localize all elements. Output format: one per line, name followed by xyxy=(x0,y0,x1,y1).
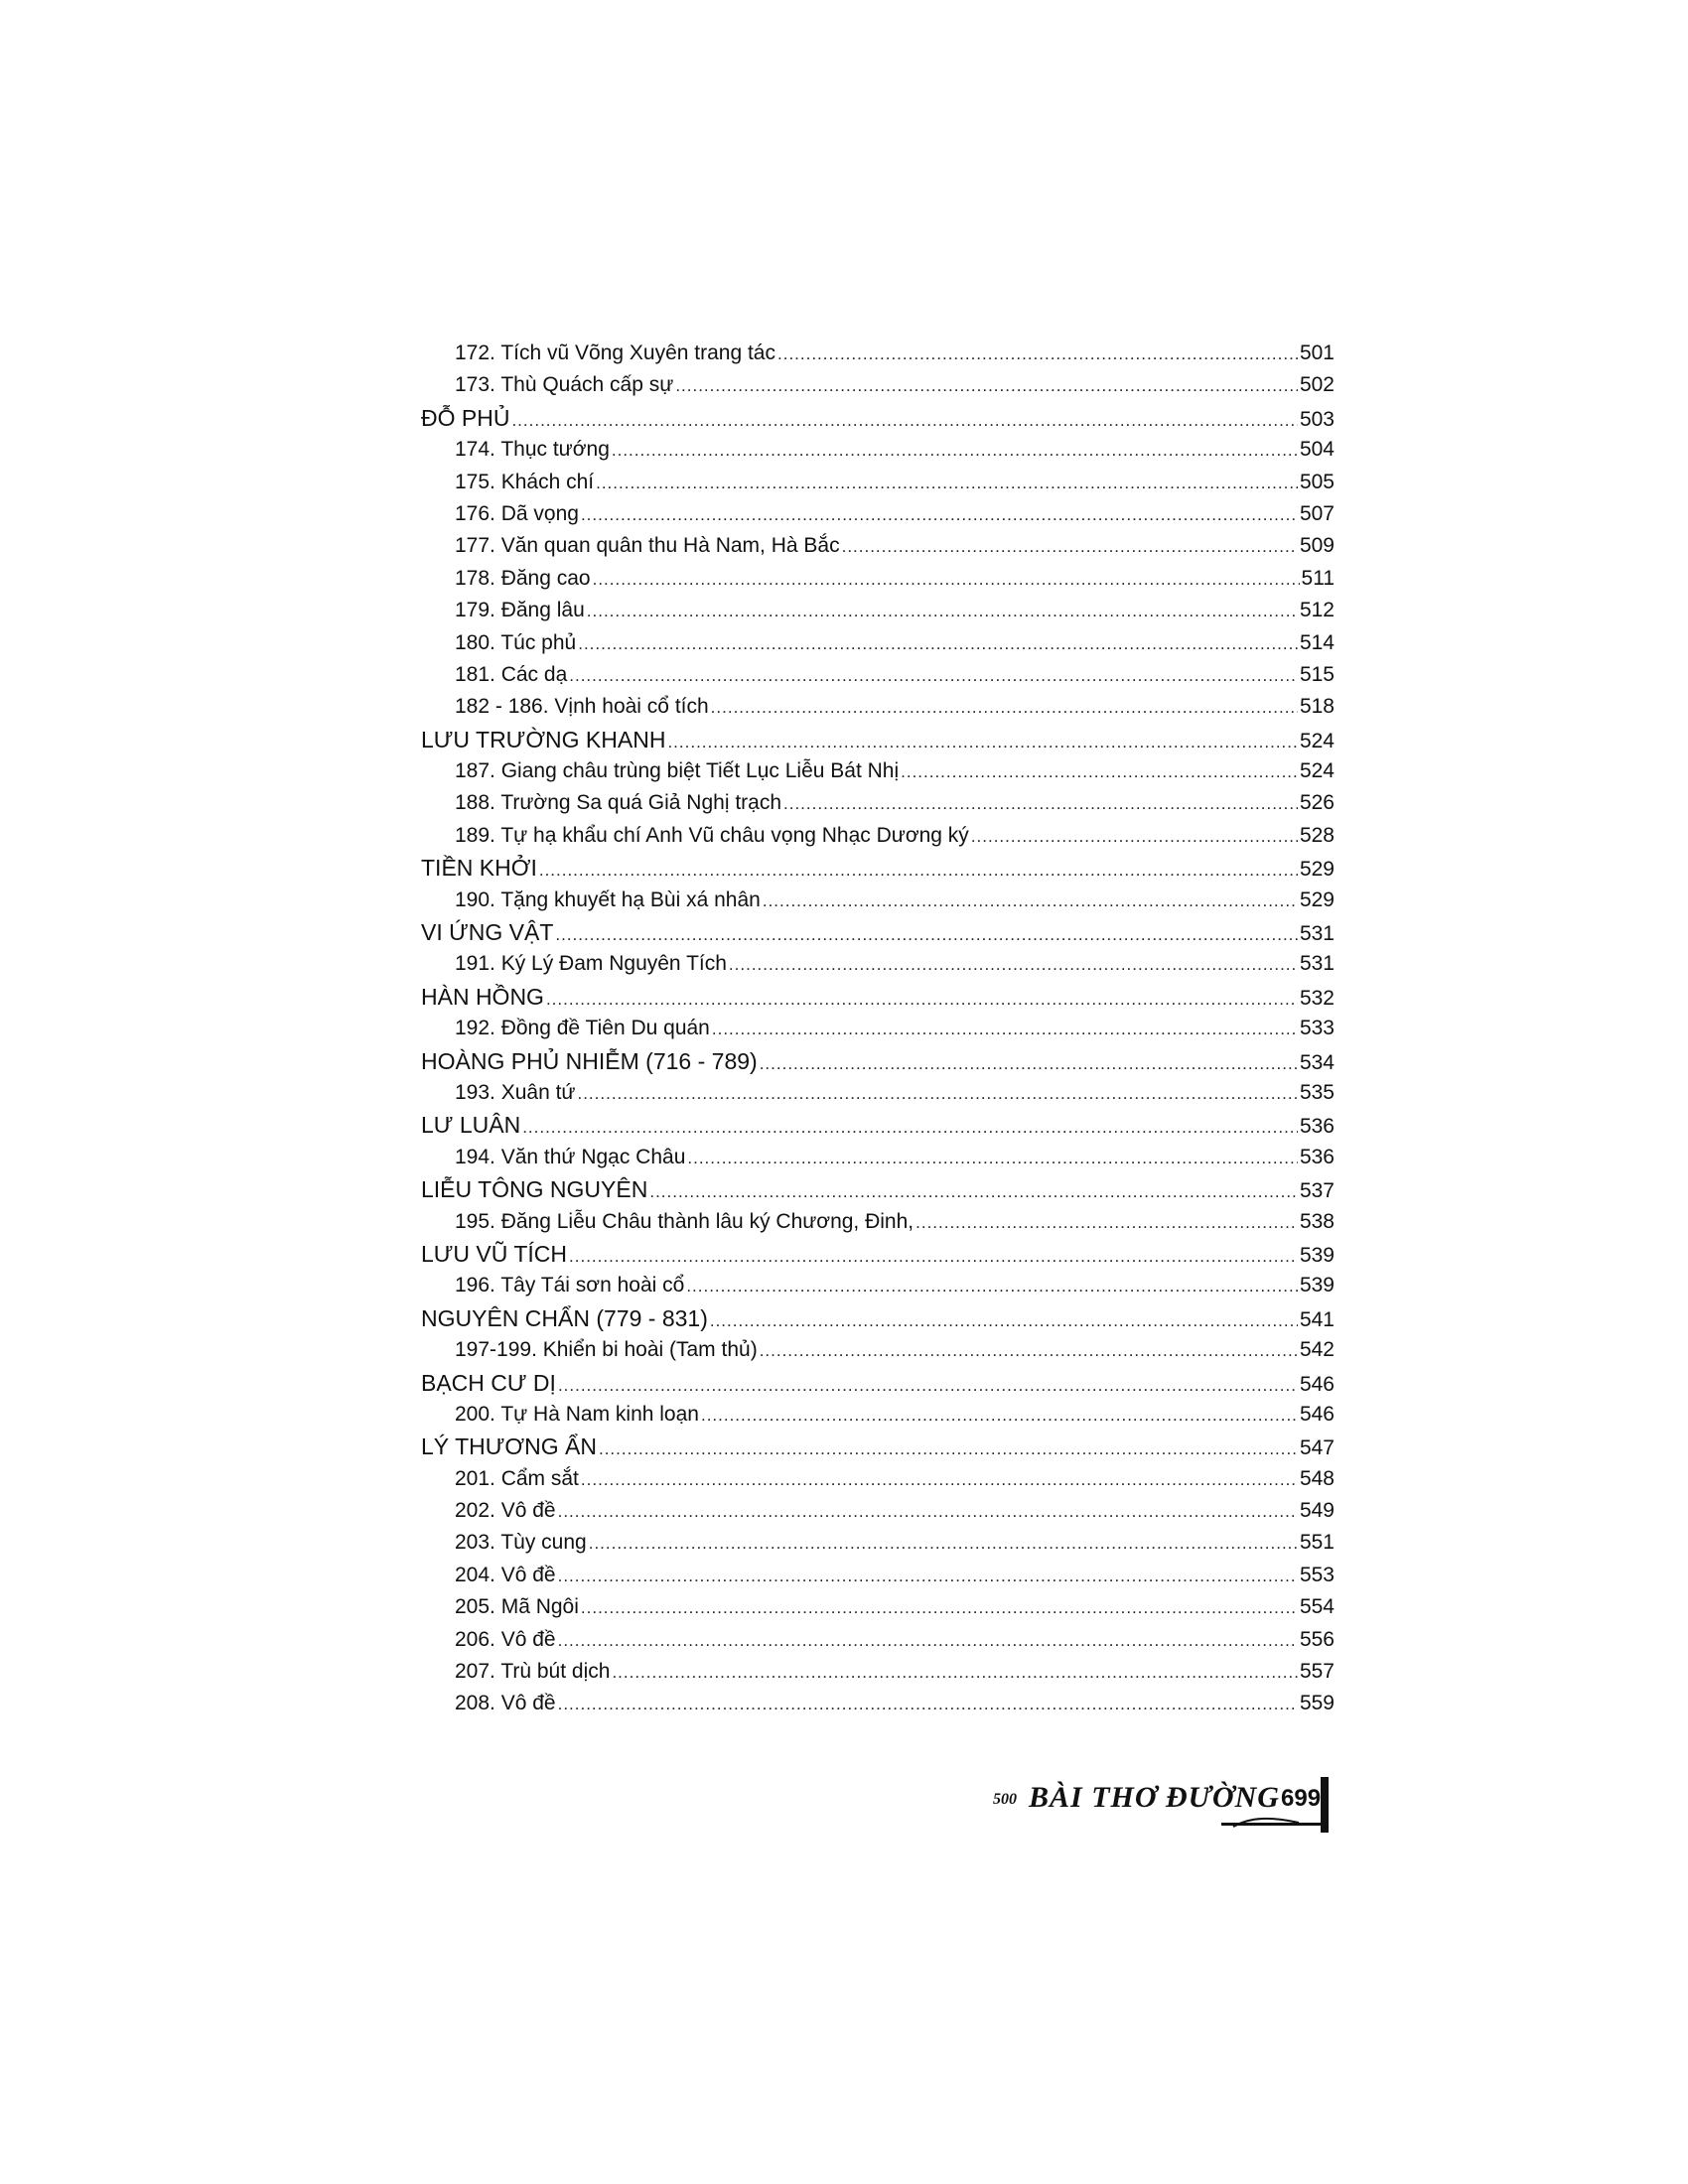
toc-entry-title: LIỄU TÔNG NGUYÊN xyxy=(421,1176,648,1203)
toc-page-number: 524 xyxy=(1299,759,1335,783)
toc-dot-leader xyxy=(612,1657,1298,1689)
toc-author-entry xyxy=(421,852,1335,884)
toc-dot-leader xyxy=(581,1592,1298,1624)
toc-author-entry xyxy=(421,1367,1335,1399)
toc-dot-leader xyxy=(522,1112,1298,1144)
toc-page-number: 526 xyxy=(1299,791,1335,815)
toc-entry-title: LƯ LUÂN xyxy=(421,1112,521,1139)
toc-poem-entry xyxy=(421,563,1335,595)
toc-page-number: 546 xyxy=(1299,1372,1335,1396)
toc-dot-leader xyxy=(760,1335,1298,1367)
toc-page-number: 531 xyxy=(1299,922,1335,946)
footer-swash-ornament xyxy=(1231,1815,1301,1831)
toc-dot-leader xyxy=(763,886,1298,917)
toc-dot-leader xyxy=(569,660,1298,692)
toc-page-number: 514 xyxy=(1299,630,1335,654)
toc-entry-title: 192. Đồng đề Tiên Du quán xyxy=(455,1017,710,1040)
toc-poem-entry xyxy=(421,1206,1335,1238)
toc-entry-title: 196. Tây Tái sơn hoài cổ xyxy=(455,1274,685,1297)
toc-page-number: 536 xyxy=(1299,1145,1335,1168)
toc-page-number: 548 xyxy=(1299,1466,1335,1490)
toc-poem-entry xyxy=(421,498,1335,530)
toc-entry-title: 182 - 186. Vịnh hoài cổ tích xyxy=(455,695,709,719)
toc-entry-title: 208. Vô đề xyxy=(455,1692,556,1715)
toc-page-number: 512 xyxy=(1299,599,1335,622)
toc-dot-leader xyxy=(546,984,1298,1016)
toc-dot-leader xyxy=(569,1241,1298,1273)
toc-entry-title: ĐỖ PHỦ xyxy=(421,404,510,431)
toc-page-number: 556 xyxy=(1299,1627,1335,1651)
toc-entry-title: TIỀN KHỞI xyxy=(421,855,537,882)
toc-entry-title: 181. Các dạ xyxy=(455,662,568,686)
toc-poem-entry xyxy=(421,1077,1335,1109)
toc-entry-title: HOÀNG PHỦ NHIỄM (716 - 789) xyxy=(421,1047,758,1074)
toc-page-number: 547 xyxy=(1299,1436,1335,1460)
toc-poem-entry xyxy=(421,1270,1335,1301)
toc-page-number: 531 xyxy=(1299,952,1335,976)
toc-dot-leader xyxy=(915,1207,1298,1239)
toc-page-number: 554 xyxy=(1299,1595,1335,1619)
toc-entry-title: 194. Văn thứ Ngạc Châu xyxy=(455,1145,686,1168)
toc-author-entry xyxy=(421,724,1335,755)
toc-entry-title: 179. Đăng lâu xyxy=(455,599,585,622)
footer-book-title: BÀI THƠ ĐƯỜNG xyxy=(1029,1781,1280,1814)
toc-page-number: 542 xyxy=(1299,1338,1335,1362)
toc-entry-title: 190. Tặng khuyết hạ Bùi xá nhân xyxy=(455,887,761,911)
toc-dot-leader xyxy=(842,531,1298,563)
toc-entry-title: 173. Thù Quách cấp sự xyxy=(455,373,674,397)
toc-page-number: 546 xyxy=(1299,1402,1335,1426)
toc-dot-leader xyxy=(901,756,1298,788)
toc-dot-leader xyxy=(667,727,1298,758)
toc-dot-leader xyxy=(710,1305,1298,1337)
toc-entry-title: 187. Giang châu trùng biệt Tiết Lục Liễu Bát Nhị xyxy=(455,759,900,783)
toc-author-entry xyxy=(421,1302,1335,1334)
toc-poem-entry xyxy=(421,627,1335,659)
toc-entry-title: 188. Trường Sa quá Giả Nghị trạch xyxy=(455,791,782,815)
toc-page-number: 501 xyxy=(1299,341,1335,364)
toc-dot-leader xyxy=(687,1143,1298,1174)
toc-entry-title: 203. Tùy cung xyxy=(455,1531,587,1555)
toc-entry-title: 174. Thục tướng xyxy=(455,438,610,462)
toc-page-number: 529 xyxy=(1299,887,1335,911)
toc-dot-leader xyxy=(589,1528,1298,1560)
toc-page-number: 559 xyxy=(1299,1692,1335,1715)
toc-dot-leader xyxy=(783,788,1298,820)
toc-entry-title: 180. Túc phủ xyxy=(455,630,577,654)
toc-author-entry xyxy=(421,916,1335,948)
toc-entry-title: 177. Văn quan quân thu Hà Nam, Hà Bắc xyxy=(455,534,840,558)
toc-dot-leader xyxy=(558,1496,1298,1528)
toc-page-number: 502 xyxy=(1299,373,1335,397)
toc-author-entry xyxy=(421,402,1335,434)
toc-entry-title: VI ỨNG VẬT xyxy=(421,919,554,946)
toc-page-number: 532 xyxy=(1299,986,1335,1010)
toc-entry-title: 202. Vô đề xyxy=(455,1499,556,1523)
toc-page-number: 536 xyxy=(1299,1115,1335,1139)
toc-page-number: 534 xyxy=(1299,1050,1335,1074)
toc-dot-leader xyxy=(539,855,1298,887)
toc-dot-leader xyxy=(558,1625,1298,1657)
toc-dot-leader xyxy=(581,1464,1298,1496)
toc-dot-leader xyxy=(612,435,1298,467)
toc-author-entry xyxy=(421,1431,1335,1462)
toc-poem-entry xyxy=(421,691,1335,723)
toc-entry-title: 197-199. Khiển bi hoài (Tam thủ) xyxy=(455,1338,758,1362)
toc-entry-title: 207. Trù bút dịch xyxy=(455,1660,611,1684)
toc-poem-entry xyxy=(421,1560,1335,1591)
toc-page-number: 551 xyxy=(1299,1531,1335,1555)
toc-dot-leader xyxy=(599,1433,1298,1465)
toc-entry-title: BẠCH CƯ DỊ xyxy=(421,1369,556,1396)
toc-entry-title: LƯU TRƯỜNG KHANH xyxy=(421,726,666,752)
toc-page-number: 557 xyxy=(1299,1660,1335,1684)
toc-poem-entry xyxy=(421,530,1335,562)
toc-author-entry xyxy=(421,1045,1335,1077)
toc-page-number: 507 xyxy=(1299,501,1335,525)
toc-poem-entry xyxy=(421,885,1335,916)
toc-dot-leader xyxy=(711,692,1298,724)
toc-page-number: 535 xyxy=(1299,1080,1335,1104)
toc-poem-entry xyxy=(421,1013,1335,1044)
toc-page-number: 539 xyxy=(1299,1274,1335,1297)
toc-dot-leader xyxy=(649,1176,1298,1208)
toc-dot-leader xyxy=(581,499,1298,531)
toc-entry-title: 189. Tự hạ khẩu chí Anh Vũ châu vọng Nhạc Dương ký xyxy=(455,823,969,847)
page-footer xyxy=(983,1777,1340,1837)
toc-page-number: 509 xyxy=(1299,534,1335,558)
toc-poem-entry xyxy=(421,787,1335,819)
toc-page-number: 541 xyxy=(1299,1307,1335,1331)
toc-page-number: 539 xyxy=(1299,1243,1335,1267)
toc-dot-leader xyxy=(729,949,1298,981)
toc-entry-title: 176. Dã vọng xyxy=(455,501,579,525)
toc-page-number: 529 xyxy=(1299,858,1335,882)
toc-poem-entry xyxy=(421,1142,1335,1173)
toc-poem-entry xyxy=(421,338,1335,369)
toc-entry-title: 172. Tích vũ Võng Xuyên trang tác xyxy=(455,341,775,364)
toc-dot-leader xyxy=(675,370,1298,402)
toc-page-number: 533 xyxy=(1299,1017,1335,1040)
toc-page-number: 549 xyxy=(1299,1499,1335,1523)
table-of-contents xyxy=(421,338,1335,1720)
toc-page-number: 524 xyxy=(1299,729,1335,752)
toc-poem-entry xyxy=(421,1399,1335,1431)
toc-dot-leader xyxy=(971,821,1298,853)
toc-page-number: 553 xyxy=(1299,1563,1335,1586)
toc-poem-entry xyxy=(421,467,1335,498)
toc-poem-entry xyxy=(421,948,1335,980)
toc-dot-leader xyxy=(578,628,1298,660)
toc-page-number: 538 xyxy=(1299,1209,1335,1233)
toc-entry-title: 178. Đăng cao xyxy=(455,566,591,590)
toc-poem-entry xyxy=(421,1495,1335,1527)
toc-dot-leader xyxy=(587,596,1298,627)
footer-series-number: 500 xyxy=(993,1791,1017,1808)
toc-dot-leader xyxy=(558,1689,1298,1720)
toc-entry-title: 204. Vô đề xyxy=(455,1563,556,1586)
toc-entry-title: 191. Ký Lý Đam Nguyên Tích xyxy=(455,952,727,976)
toc-entry-title: LÝ THƯƠNG ẨN xyxy=(421,1433,597,1460)
toc-entry-title: 200. Tự Hà Nam kinh loạn xyxy=(455,1402,699,1426)
page-number: 699 xyxy=(1281,1785,1322,1812)
toc-poem-entry xyxy=(421,1463,1335,1495)
toc-page-number: 511 xyxy=(1301,566,1335,590)
toc-poem-entry xyxy=(421,1334,1335,1366)
toc-dot-leader xyxy=(577,1078,1297,1110)
toc-author-entry xyxy=(421,1109,1335,1141)
toc-page-number: 537 xyxy=(1299,1179,1335,1203)
toc-entry-title: 195. Đăng Liễu Châu thành lâu ký Chương, Đinh, xyxy=(455,1209,914,1233)
toc-entry-title: 206. Vô đề xyxy=(455,1627,556,1651)
toc-dot-leader xyxy=(511,405,1298,437)
toc-poem-entry xyxy=(421,595,1335,626)
toc-dot-leader xyxy=(555,919,1298,951)
toc-poem-entry xyxy=(421,1656,1335,1688)
toc-entry-title: HÀN HỒNG xyxy=(421,983,544,1010)
toc-poem-entry xyxy=(421,1527,1335,1559)
toc-dot-leader xyxy=(712,1014,1298,1045)
toc-poem-entry xyxy=(421,1624,1335,1656)
toc-poem-entry xyxy=(421,1688,1335,1719)
toc-page-number: 505 xyxy=(1299,470,1335,493)
toc-author-entry xyxy=(421,981,1335,1013)
toc-dot-leader xyxy=(558,1370,1298,1402)
toc-page-number: 504 xyxy=(1299,438,1335,462)
toc-entry-title: 175. Khách chí xyxy=(455,470,595,493)
toc-dot-leader xyxy=(593,564,1300,596)
toc-page-number: 528 xyxy=(1299,823,1335,847)
toc-poem-entry xyxy=(421,369,1335,401)
toc-poem-entry xyxy=(421,659,1335,691)
toc-author-entry xyxy=(421,1238,1335,1270)
toc-dot-leader xyxy=(558,1561,1298,1592)
toc-dot-leader xyxy=(777,339,1298,370)
toc-poem-entry xyxy=(421,755,1335,787)
toc-entry-title: 193. Xuân tứ xyxy=(455,1080,576,1104)
toc-entry-title: NGUYÊN CHẨN (779 - 831) xyxy=(421,1304,708,1331)
toc-page-number: 518 xyxy=(1299,695,1335,719)
toc-entry-title: LƯU VŨ TÍCH xyxy=(421,1240,568,1267)
toc-dot-leader xyxy=(760,1048,1298,1080)
toc-entry-title: 201. Cẩm sắt xyxy=(455,1466,579,1490)
toc-page-number: 503 xyxy=(1299,407,1335,431)
toc-page-number: 515 xyxy=(1299,662,1335,686)
toc-poem-entry xyxy=(421,1591,1335,1623)
toc-entry-title: 205. Mã Ngôi xyxy=(455,1595,579,1619)
toc-dot-leader xyxy=(701,1400,1298,1432)
toc-dot-leader xyxy=(686,1271,1298,1302)
toc-poem-entry xyxy=(421,434,1335,466)
toc-author-entry xyxy=(421,1173,1335,1205)
toc-dot-leader xyxy=(596,468,1298,499)
toc-poem-entry xyxy=(421,820,1335,852)
